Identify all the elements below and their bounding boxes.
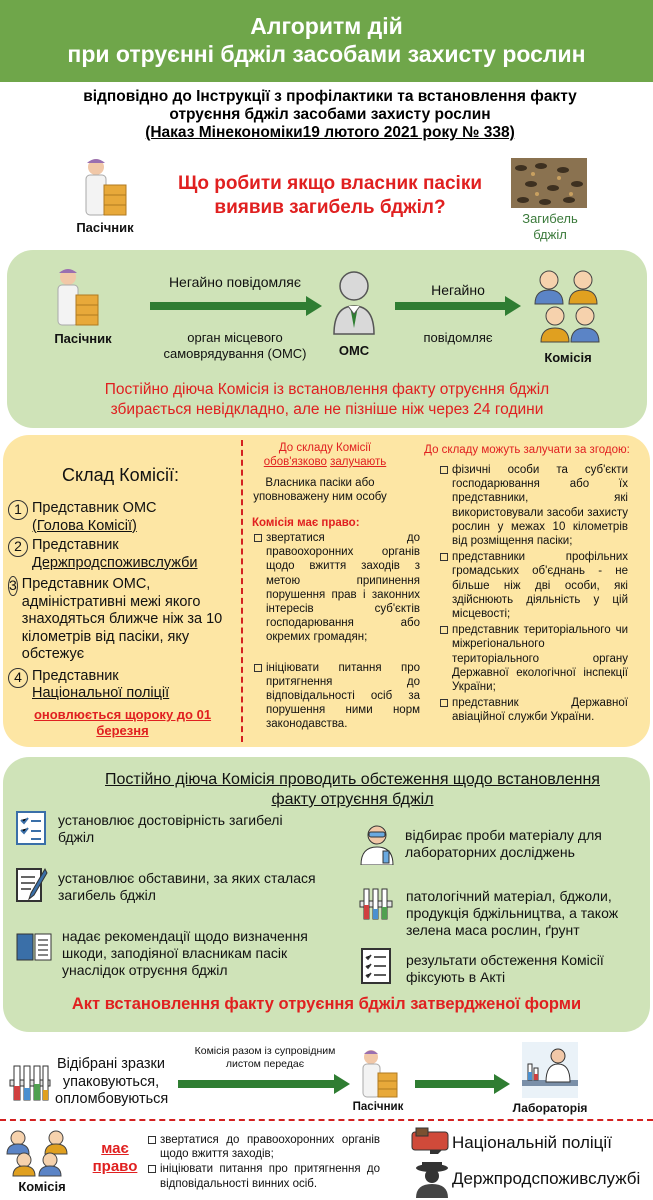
panel-divider [241, 440, 243, 742]
inspection-item: установлює достовірність загибелі бджіл [58, 812, 283, 845]
arrow-beekeeper-to-oms [150, 296, 322, 316]
inspector-icon [410, 1160, 454, 1198]
subtitle-line-1: відповідно до Інструкції з профілактики та встановлення факту [83, 88, 577, 105]
checkbox-icon [254, 664, 262, 672]
document-edit-icon [15, 865, 49, 903]
list-item: ініціювати питання про притягнення до відповідальності винних осіб. [148, 1162, 380, 1190]
rights-list [254, 531, 420, 732]
flow-commission-label: Комісія [544, 350, 592, 365]
composition-title: Склад Комісії: [62, 465, 179, 485]
police-icon [408, 1126, 452, 1156]
checklist-icon [15, 810, 47, 846]
dead-bees-label: Загибель бджіл [522, 211, 578, 242]
intro-beekeeper-label: Пасічник [76, 220, 134, 235]
beekeeper-icon [78, 155, 130, 217]
arrow2-bottom-text: повідомляє [423, 330, 493, 345]
inspection-title: Постійно діюча Комісія проводить обстеження щодо встановлення факту отруєння бджіл [105, 771, 600, 808]
composition-item: 3 Представник ОМС, адміністративні межі якого знаходяться ближче ніж за 10 кілометрів від пасіки, яку обстежує [9, 576, 223, 662]
optional-title: До складу можуть залучати за згодою: [424, 444, 630, 456]
test-tubes-icon [358, 885, 394, 923]
laboratory-icon [520, 1040, 580, 1100]
laboratory-label: Лабораторія [512, 1101, 588, 1115]
list-item: звертатися до правоохоронних органів щодо вжиття заходів; [148, 1133, 380, 1161]
dead-bees-photo [511, 158, 587, 208]
arrow1-top-text: Негайно повідомляє [168, 274, 302, 290]
bottom-divider [0, 1119, 653, 1121]
composition-item: 2 Представник Держпродспоживслужби [8, 537, 233, 572]
list-item: представник Державної авіаційної служби України. [440, 696, 628, 724]
list-item: звертатися до правоохоронних органів щодо вжиття заходів з метою припинення порушення прав і законних інтересів суб'єктів господарювання або окремих громадян; [254, 531, 420, 645]
commission-timing-note: Постійно діюча Комісія із встановлення факту отруєння бджіл збирається невідкладно, але не пізніше ніж через 24 години [104, 381, 550, 418]
checkbox-icon [440, 626, 448, 634]
checkbox-icon [148, 1165, 156, 1173]
checkbox-icon [440, 699, 448, 707]
act-report-icon [360, 947, 392, 985]
composition-item: 4 Представник Національної поліції [8, 668, 233, 703]
test-tubes-icon [8, 1062, 52, 1104]
list-item: ініціювати питання про притягнення до відповідальності осіб за порушення ними норм законодавства. [254, 661, 420, 732]
checkbox-icon [254, 534, 262, 542]
rights-title: Комісія має право: [252, 517, 360, 529]
composition-item: 1 Представник ОМС (Голова Комісії) [8, 500, 233, 535]
beekeeper-icon [356, 1047, 400, 1099]
checkbox-icon [440, 553, 448, 561]
flow-beekeeper-label: Пасічник [54, 331, 112, 346]
mandatory-title: До складу Комісії обов'язково залучають [263, 442, 387, 468]
title-line-1: Алгоритм дій [250, 13, 403, 39]
main-question: Що робити якщо власник пасіки виявив загибель бджіл? [177, 173, 483, 218]
checkbox-icon [440, 466, 448, 474]
beekeeper-icon [50, 265, 102, 327]
arrow2-top-text: Негайно [431, 282, 485, 298]
inspection-item: відбирає проби матеріалу для лабораторних досліджень [405, 827, 602, 860]
arrow-oms-to-commission [395, 296, 521, 316]
samples-arrow-text: Комісія разом із супровідним листом передає [194, 1045, 336, 1070]
update-note: оновлюється щороку до 01 березня [33, 707, 212, 738]
arrow1-bottom-text: орган місцевого самоврядування (ОМС) [163, 330, 307, 361]
arrow-to-laboratory [415, 1074, 510, 1094]
mandatory-member: Власника пасіки або уповноважену ним особу [253, 477, 387, 503]
list-item: представники профільних громадських об'єднань - не більше ніж дві особи, які здійснюють діяльність у цій місцевості; [440, 550, 628, 621]
arrow-to-beekeeper [178, 1074, 350, 1094]
bottom-rights-list [148, 1133, 380, 1191]
page-header [0, 0, 653, 82]
subtitle-line-2: отруєння бджіл засобами захисту рослин [169, 106, 491, 123]
list-item: фізичні особи та суб'єкти господарювання або їх представники, які використовували засоби захисту рослин у межах 10 кілометрів від розміщення пасіки; [440, 463, 628, 548]
inspection-item: надає рекомендації щодо визначення шкоди, заподіяної власникам пасік унаслідок отруєння бджіл [62, 928, 308, 978]
inspection-item: результати обстеження Комісії фіксують в Акті [406, 952, 604, 985]
order-reference: (Наказ Мінекономіки19 лютого 2021 року № 338) [145, 124, 515, 141]
list-item: представник територіального чи міжрегіонального територіального органу Державної екологічної інспекції України; [440, 623, 628, 694]
commission-group-icon [4, 1128, 70, 1178]
inspection-item: патологічний матеріал, бджоли, продукція бджільництва, а також зелена маса рослин, ґрунт [406, 888, 619, 938]
checkbox-icon [148, 1136, 156, 1144]
oms-official-icon [330, 270, 378, 336]
has-right-label: має право [92, 1140, 138, 1175]
book-icon [15, 930, 53, 964]
lab-scientist-icon [357, 823, 397, 865]
composition-list [8, 500, 233, 703]
samples-text: Відібрані зразки упаковуються, опломбовуються [55, 1056, 169, 1107]
oms-label: ОМС [338, 343, 370, 358]
police-text: Національній поліції [452, 1133, 612, 1152]
bottom-commission-label: Комісія [18, 1179, 66, 1194]
service-text: Держпродспоживслужбі [452, 1169, 641, 1188]
act-title: Акт встановлення факту отруєння бджіл затвердженої форми [71, 995, 582, 1013]
inspection-item: установлює обставини, за яких сталася загибель бджіл [58, 870, 316, 903]
samples-beekeeper-label: Пасічник [352, 1101, 404, 1113]
commission-group-icon [533, 268, 603, 344]
title-line-2: при отруєнні бджіл засобами захисту рослин [67, 41, 586, 67]
optional-list [440, 463, 628, 725]
subtitle [40, 88, 620, 142]
